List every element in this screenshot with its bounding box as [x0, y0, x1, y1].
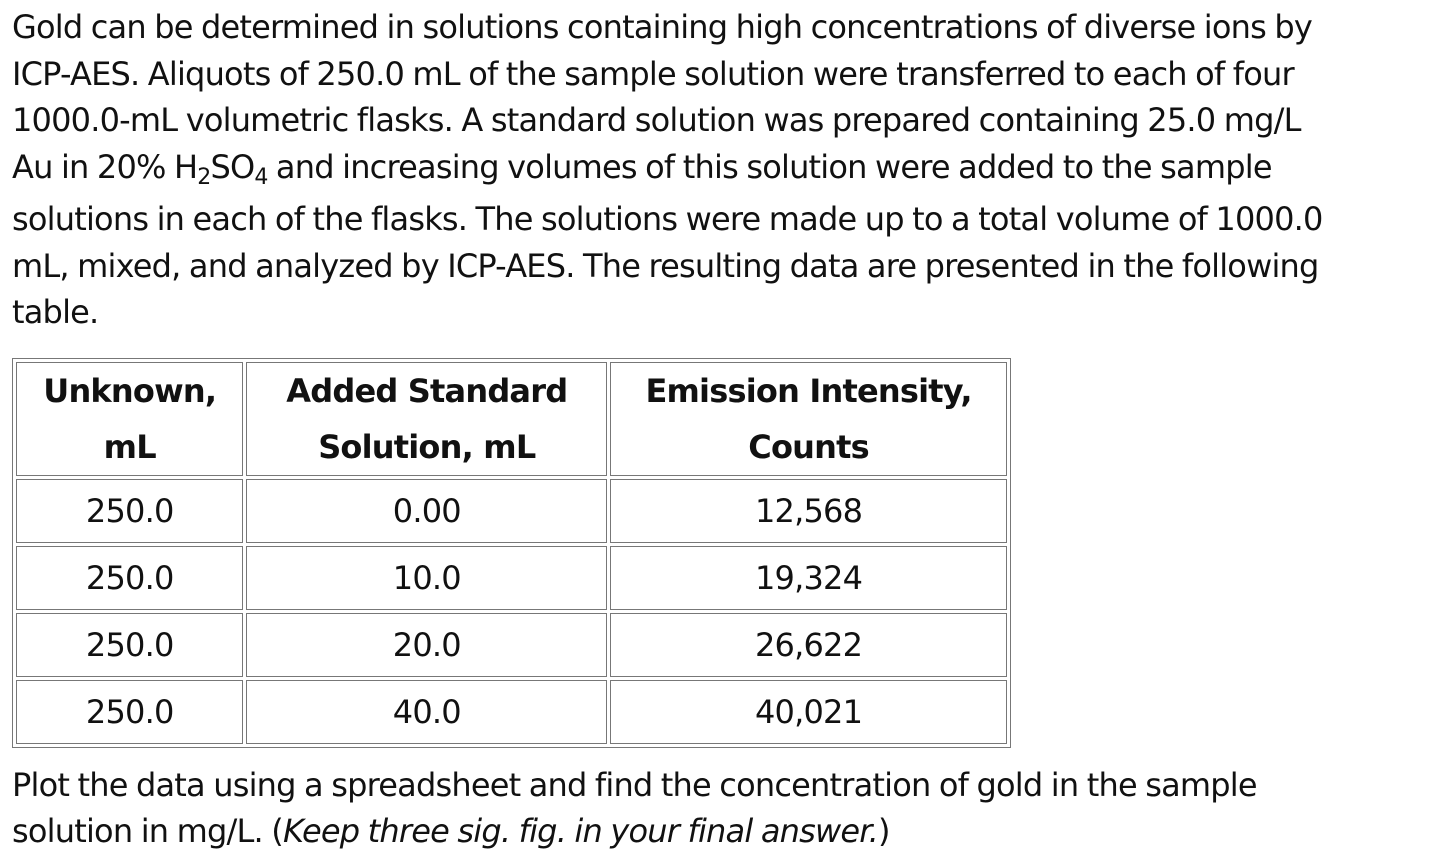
cell-unknown: 250.0: [16, 613, 243, 677]
cell-added-standard: 40.0: [246, 680, 607, 744]
cell-unknown: 250.0: [16, 680, 243, 744]
cell-emission-intensity: 26,622: [610, 613, 1007, 677]
table-row: [16, 479, 1007, 543]
cell-emission-intensity: 12,568: [610, 479, 1007, 543]
cell-added-standard: 0.00: [246, 479, 607, 543]
cell-added-standard: 10.0: [246, 546, 607, 610]
table-row: [16, 613, 1007, 677]
question-intro: [12, 4, 1448, 336]
table-header-row: [16, 362, 1007, 476]
data-table: [12, 358, 1011, 748]
intro-line: 1000.0-mL volumetric flasks. A standard solution was prepared containing 25.0 mg/L: [12, 101, 1301, 139]
subscript: 4: [254, 164, 268, 190]
intro-text: Au in 20% H: [12, 147, 198, 186]
prompt-line: [12, 808, 1448, 854]
table-row: [16, 680, 1007, 744]
prompt-text: solution in mg/L. (: [12, 812, 283, 850]
intro-line: ICP-AES. Aliquots of 250.0 mL of the sample solution were transferred to each of four: [12, 54, 1294, 93]
intro-line: solutions in each of the flasks. The solutions were made up to a total volume of 1000.0: [12, 200, 1323, 238]
header-added-standard: Added Standard Solution, mL: [246, 362, 607, 476]
intro-line: mL, mixed, and analyzed by ICP-AES. The resulting data are presented in the following: [12, 246, 1319, 285]
intro-text: SO: [210, 147, 255, 186]
intro-text: and increasing volumes of this solution were added to the sample: [267, 147, 1272, 186]
prompt-line: Plot the data using a spreadsheet and find the concentration of gold in the sample: [12, 766, 1257, 804]
subscript: 2: [197, 164, 211, 190]
intro-line-formula: [12, 144, 1448, 191]
cell-added-standard: 20.0: [246, 613, 607, 677]
intro-line: Gold can be determined in solutions containing high concentrations of diverse ions by: [12, 8, 1313, 46]
cell-unknown: 250.0: [16, 546, 243, 610]
prompt-text: ): [878, 812, 890, 850]
table-row: [16, 546, 1007, 610]
cell-unknown: 250.0: [16, 479, 243, 543]
instruction-italic: Keep three sig. fig. in your final answer.: [282, 812, 879, 850]
intro-line: table.: [12, 293, 99, 331]
header-emission-intensity: Emission Intensity, Counts: [610, 362, 1007, 476]
header-unknown: Unknown, mL: [16, 362, 243, 476]
question-prompt: [12, 762, 1448, 854]
cell-emission-intensity: 40,021: [610, 680, 1007, 744]
cell-emission-intensity: 19,324: [610, 546, 1007, 610]
